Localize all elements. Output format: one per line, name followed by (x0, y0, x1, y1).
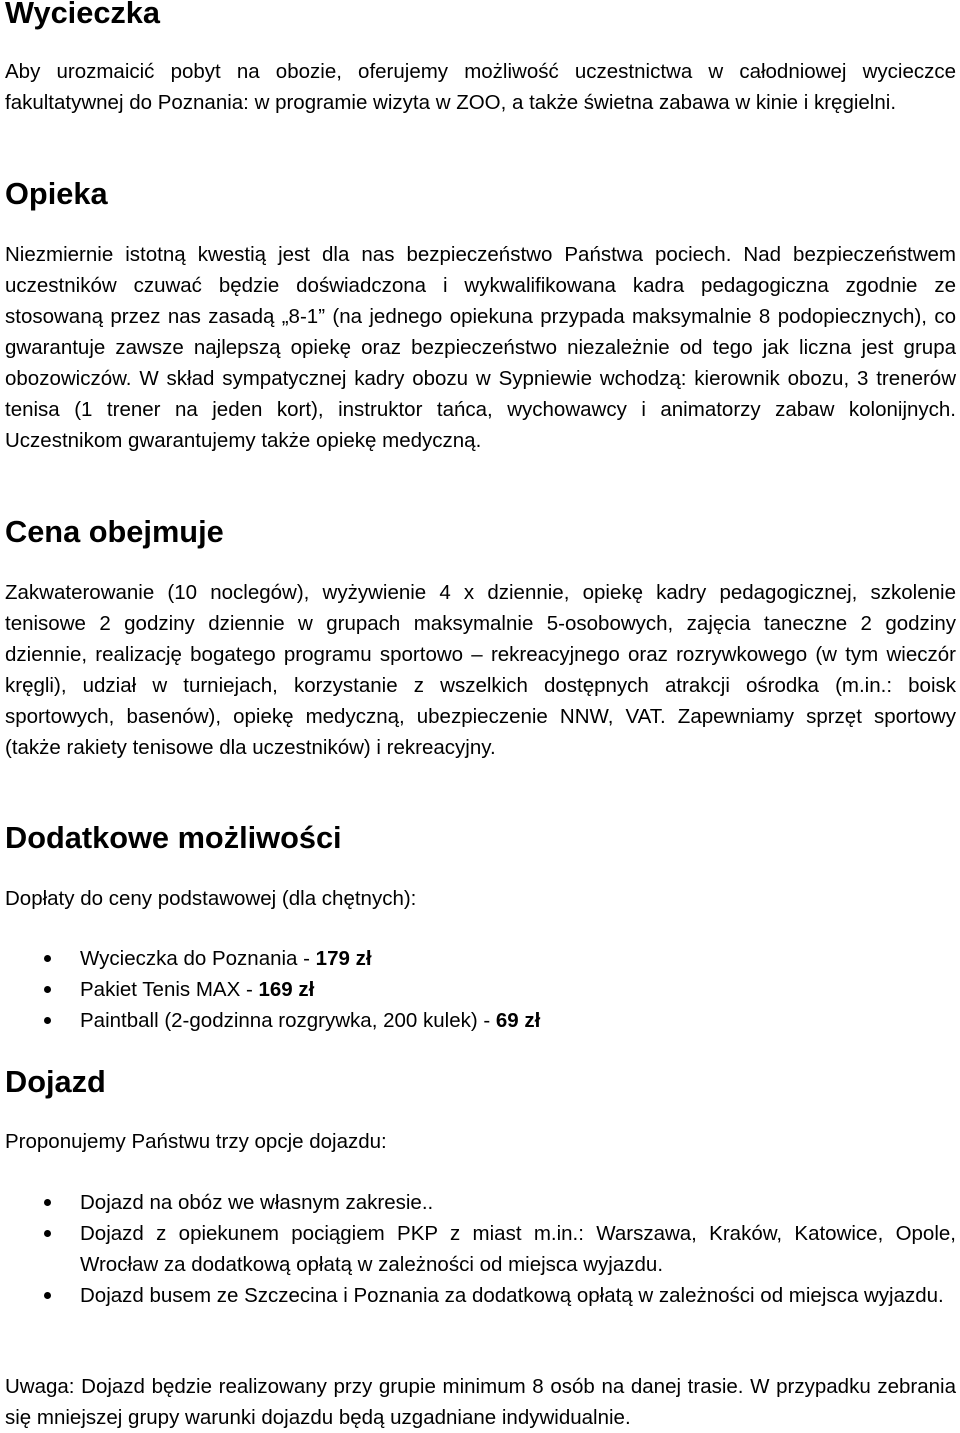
extras-list (5, 943, 956, 1036)
extra-price: 169 zł (258, 978, 315, 1001)
extra-price: 69 zł (495, 1009, 541, 1032)
heading-dojazd: Dojazd (5, 1064, 106, 1099)
heading-wycieczka: Wycieczka (5, 0, 160, 30)
paragraph-cena-obejmuje: Zakwaterowanie (10 noclegów), wyżywienie 4 x dziennie, opiekę kadry pedagogicznej, szkolenie tenisowe 2 godziny dziennie w grupach maksymalnie 5-osobowych, zajęcia taneczne 2 godziny dziennie, realizację bogatego programu sportowo – rekreacyjnego oraz rozrywkowego (w tym wieczór kręgli), udział w turniejach, korzystanie z wszelkich dostępnych atrakcji ośrodka (m.in.: boisk sportowych, basenów), opiekę medyczną, ubezpieczenie NNW, VAT. Zapewniamy sprzęt sportowy (także rakiety tenisowe dla uczestników) i rekreacyjny. (5, 581, 956, 759)
extra-label: Paintball (2-godzinna rozgrywka, 200 kulek) - (80, 1009, 496, 1032)
paragraph-doplaty-intro: Dopłaty do ceny podstawowej (dla chętnych): (5, 887, 417, 910)
paragraph-wycieczka: Aby urozmaicić pobyt na obozie, oferujemy możliwość uczestnictwa w całodniowej wycieczce fakultatywnej do Poznania: w programie wizyta w ZOO, a także świetna zabawa w kinie i kręgielni. (5, 60, 956, 114)
extra-label: Wycieczka do Poznania - (80, 947, 316, 970)
list-item (5, 1280, 956, 1311)
list-item (5, 943, 956, 974)
list-item (5, 974, 956, 1005)
bullet-icon (44, 1199, 51, 1206)
heading-opieka: Opieka (5, 176, 108, 211)
transport-option: Dojazd z opiekunem pociągiem PKP z miast m.in.: Warszawa, Kraków, Katowice, Opole, Wrocław za dodatkową opłatą w zależności od miejsca wyjazdu. (80, 1222, 956, 1276)
transport-option: Dojazd na obóz we własnym zakresie.. (80, 1191, 434, 1214)
list-item (5, 1218, 956, 1280)
bullet-icon (44, 986, 51, 993)
heading-cena-obejmuje: Cena obejmuje (5, 514, 224, 549)
extra-price: 179 zł (315, 947, 372, 970)
list-item (5, 1005, 956, 1036)
bullet-icon (44, 955, 51, 962)
paragraph-opieka: Niezmiernie istotną kwestią jest dla nas bezpieczeństwo Państwa pociech. Nad bezpieczeństwem uczestników czuwać będzie doświadczona i wykwalifikowana kadra pedagogiczna zgodnie ze stosowaną przez nas zasadą „8-1” (na jednego opiekuna przypada maksymalnie 8 podopiecznych), co gwarantuje zawsze najlepszą opiekę oraz bezpieczeństwo niezależnie od tego jak liczna jest grupa obozowiczów. W skład sympatycznej kadry obozu w Sypniewie wchodzą: kierownik obozu, 3 trenerów tenisa (1 trener na jeden kort), instruktor tańca, wychowawcy i animatorzy zabaw kolonijnych. Uczestnikom gwarantujemy także opiekę medyczną. (5, 243, 956, 452)
extra-label: Pakiet Tenis MAX - (80, 978, 259, 1001)
transport-list (5, 1187, 956, 1311)
bullet-icon (44, 1017, 51, 1024)
list-item (5, 1187, 956, 1218)
paragraph-uwaga: Uwaga: Dojazd będzie realizowany przy grupie minimum 8 osób na danej trasie. W przypadku zebrania się mniejszej grupy warunki dojazdu będą uzgadniane indywidualnie. (5, 1375, 956, 1429)
bullet-icon (44, 1292, 51, 1299)
bullet-icon (44, 1230, 51, 1237)
heading-dodatkowe-mozliwosci: Dodatkowe możliwości (5, 820, 342, 855)
paragraph-dojazd-intro: Proponujemy Państwu trzy opcje dojazdu: (5, 1130, 387, 1153)
transport-option: Dojazd busem ze Szczecina i Poznania za dodatkową opłatą w zależności od miejsca wyjazdu. (80, 1284, 944, 1307)
